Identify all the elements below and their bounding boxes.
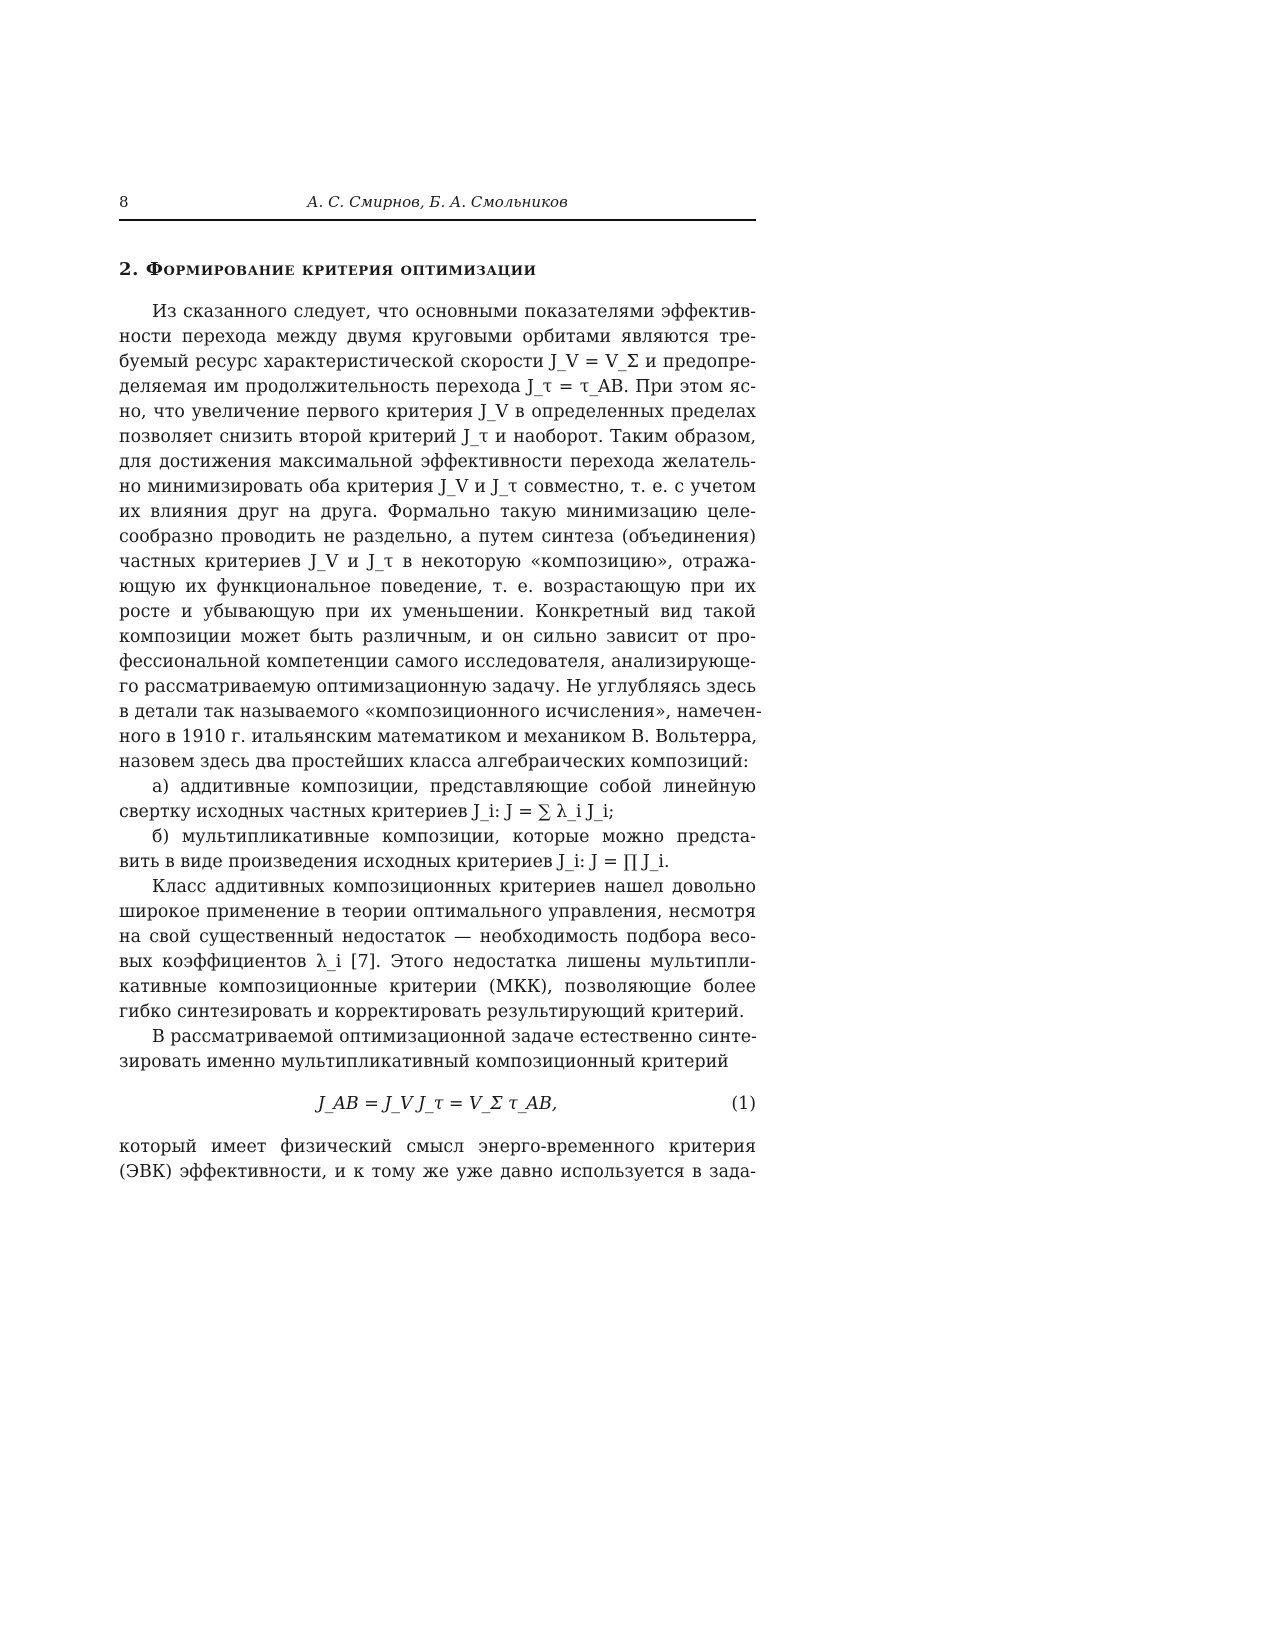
text-line: В рассматриваемой оптимизационной задаче естественно синте- (152, 1027, 757, 1047)
equation-body: J_AB = J_V J_τ = V_Σ τ_AB, (317, 1094, 558, 1114)
text-line: композиции может быть различным, и он сильно зависит от про- (119, 627, 756, 647)
text-line: вить в виде произведения исходных критериев J_i: J = ∏ J_i. (119, 852, 670, 872)
running-head (119, 193, 756, 215)
text-line: деляемая им продолжительность перехода J_τ = τ_AB. При этом яс- (119, 377, 756, 397)
paragraph-1 (119, 300, 762, 775)
text-line: зировать именно мультипликативный композиционный критерий (119, 1052, 729, 1072)
page-number: 8 (119, 193, 129, 211)
text-line: а) аддитивные композиции, представляющие собой линейную (152, 777, 756, 797)
text-line: но, что увеличение первого критерия J_V в определенных пределах (119, 402, 756, 422)
text-line: Из сказанного следует, что основными показателями эффектив- (152, 302, 756, 322)
text-line: (ЭВК) эффективности, и к тому же уже давно используется в зада- (119, 1162, 756, 1182)
text-line: свертку исходных частных критериев J_i: J = ∑ λ_i J_i; (119, 802, 615, 822)
paragraph-4 (119, 875, 756, 1025)
text-line: б) мультипликативные композиции, которые можно предста- (152, 827, 756, 847)
header-rule (119, 219, 756, 221)
text-line: вых коэффициентов λ_i [7]. Этого недостатка лишены мультипли- (119, 952, 756, 972)
paragraph-after-equation (119, 1135, 756, 1185)
text-line: кативные композиционные критерии (МКК), позволяющие более (119, 977, 756, 997)
text-line: Класс аддитивных композиционных критериев нашел довольно (152, 877, 756, 897)
text-line: ности перехода между двумя круговыми орбитами являются тре- (119, 327, 756, 347)
text-line: который имеет физический смысл энерго-временного критерия (119, 1137, 756, 1157)
text-line: на свой существенный недостаток — необходимость подбора весо- (119, 927, 756, 947)
text-line: в детали так называемого «композиционного исчисления», намечен- (119, 702, 762, 722)
equation-number: (1) (731, 1094, 756, 1114)
text-line: для достижения максимальной эффективности перехода желатель- (119, 452, 756, 472)
text-line: ющую их функциональное поведение, т. е. возрастающую при их (119, 577, 756, 597)
equation-1 (119, 1092, 756, 1117)
text-line: позволяет снизить второй критерий J_τ и наоборот. Таким образом, (119, 427, 756, 447)
text-line: но минимизировать оба критерия J_V и J_τ совместно, т. е. с учетом (119, 477, 756, 497)
text-line: росте и убывающую при их уменьшении. Конкретный вид такой (119, 602, 756, 622)
text-line: их влияния друг на друга. Формально такую минимизацию целе- (119, 502, 756, 522)
paragraph-3-multiplicative (119, 825, 756, 875)
text-line: буемый ресурс характеристической скорости J_V = V_Σ и предопре- (119, 352, 756, 372)
running-head-authors: А. С. Смирнов, Б. А. Смольников (307, 193, 568, 211)
text-line: го рассматриваемую оптимизационную задачу. Не углубляясь здесь (119, 677, 756, 697)
text-line: ного в 1910 г. итальянским математиком и механиком В. Вольтерра, (119, 727, 758, 747)
paragraph-5 (119, 1025, 756, 1075)
body-text (119, 300, 762, 1185)
text-line: назовем здесь два простейших класса алгебраических композиций: (119, 752, 749, 772)
section-title: 2. Формирование критерия оптимизации (119, 259, 537, 280)
text-line: частных критериев J_V и J_τ в некоторую «композицию», отража- (119, 552, 756, 572)
text-line: сообразно проводить не раздельно, а путем синтеза (объединения) (119, 527, 756, 547)
text-line: гибко синтезировать и корректировать результирующий критерий. (119, 1002, 745, 1022)
paragraph-2-additive (119, 775, 756, 825)
text-line: широкое применение в теории оптимального управления, несмотря (119, 902, 756, 922)
text-line: фессиональной компетенции самого исследователя, анализирующе- (119, 652, 756, 672)
